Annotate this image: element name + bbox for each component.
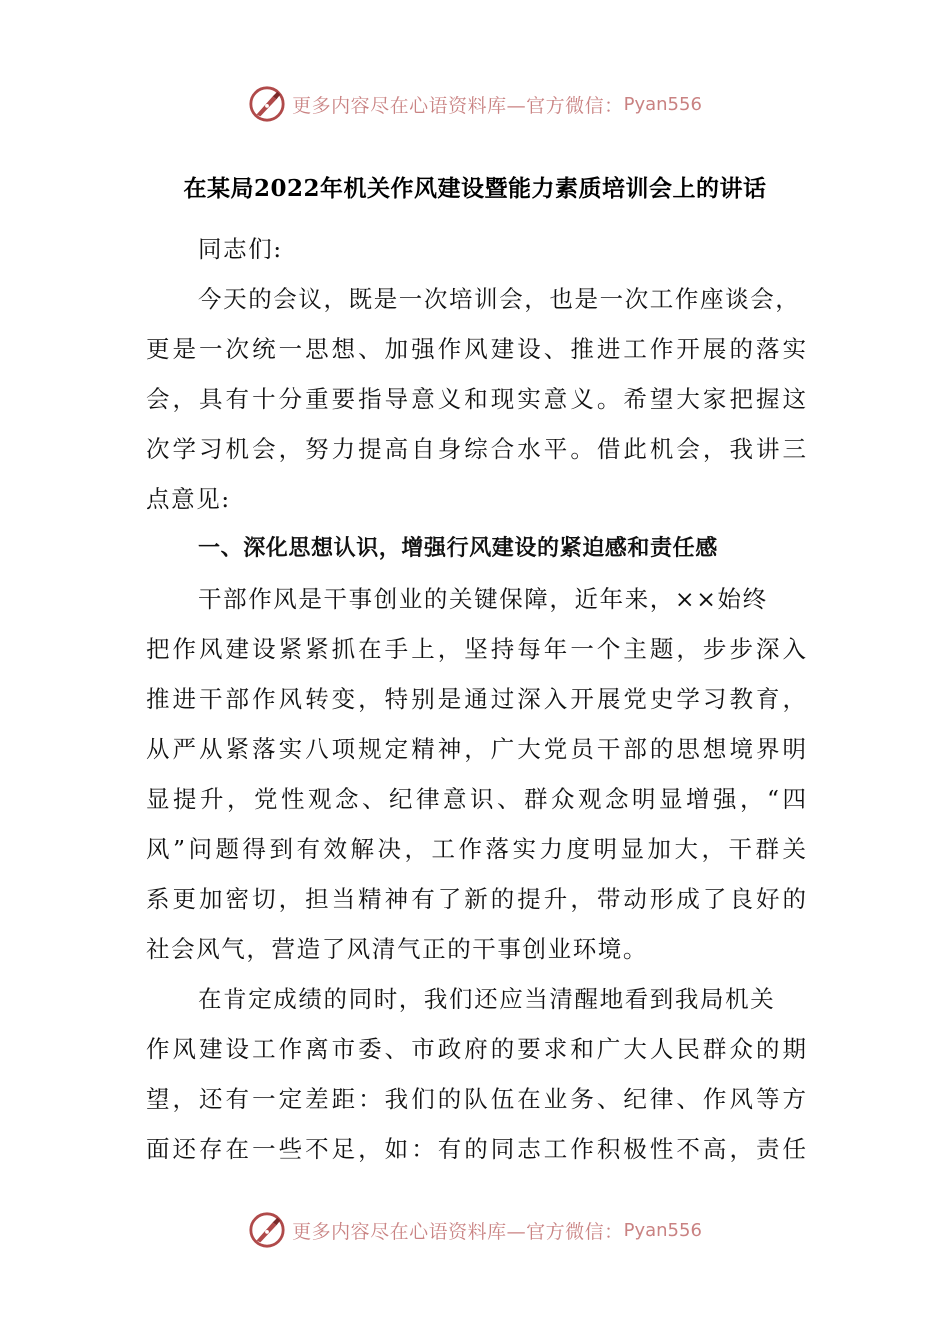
document-title: 在某局2022年机关作风建设暨能力素质培训会上的讲话 <box>183 175 767 202</box>
body-line: 点意见: <box>146 485 231 513</box>
watermark-text: 更多内容尽在心语资料库—官方微信： <box>292 1220 624 1243</box>
body-line: 次学习机会，努力提高自身综合水平。借此机会，我讲三 <box>146 435 806 463</box>
pen-nib-circle-logo-icon <box>248 1211 286 1249</box>
body-line: 望，还有一定差距：我们的队伍在业务、纪律、作风等方 <box>146 1085 806 1113</box>
body-line: 推进干部作风转变，特别是通过深入开展党史学习教育， <box>146 685 806 713</box>
body-line: 系更加密切，担当精神有了新的提升，带动形成了良好的 <box>146 885 806 913</box>
body-line: 风”问题得到有效解决，工作落实力度明显加大，干群关 <box>146 835 806 863</box>
body-line: 从严从紧落实八项规定精神，广大党员干部的思想境界明 <box>146 735 806 763</box>
body-line: 社会风气，营造了风清气正的干事创业环境。 <box>146 935 648 963</box>
salutation: 同志们: <box>198 235 283 263</box>
section-heading: 一、深化思想认识，增强行风建设的紧迫感和责任感 <box>198 536 718 561</box>
body-line: 在肯定成绩的同时，我们还应当清醒地看到我局机关 <box>198 985 776 1013</box>
document-body <box>146 224 806 1174</box>
pen-nib-circle-logo-icon <box>248 85 286 123</box>
footer-watermark-banner <box>0 1208 950 1252</box>
watermark-wechat-id: Pyan556 <box>623 93 702 115</box>
watermark-text: 更多内容尽在心语资料库—官方微信： <box>292 94 624 117</box>
header-watermark-banner <box>0 82 950 126</box>
body-line: 会，具有十分重要指导意义和现实意义。希望大家把握这 <box>146 385 806 413</box>
body-line: 面还存在一些不足，如：有的同志工作积极性不高，责任 <box>146 1135 806 1163</box>
body-line: 显提升，党性观念、纪律意识、群众观念明显增强，“四 <box>146 785 806 813</box>
body-line: 更是一次统一思想、加强作风建设、推进工作开展的落实 <box>146 335 806 363</box>
body-line: 干部作风是干事创业的关键保障，近年来，××始终 <box>198 585 768 613</box>
body-line: 作风建设工作离市委、市政府的要求和广大人民群众的期 <box>146 1035 806 1063</box>
watermark-wechat-id: Pyan556 <box>623 1219 702 1241</box>
body-line: 今天的会议，既是一次培训会，也是一次工作座谈会， <box>198 285 801 313</box>
body-line: 把作风建设紧紧抓在手上，坚持每年一个主题，步步深入 <box>146 635 806 663</box>
